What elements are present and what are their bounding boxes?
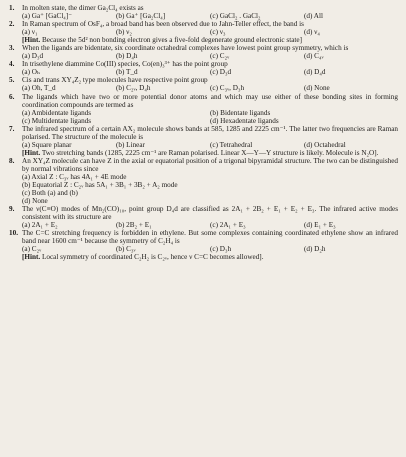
options-row (22, 245, 398, 253)
question-5 (9, 76, 398, 92)
question-7 (9, 125, 398, 157)
option-c: (c) Multidentate ligands (22, 116, 92, 125)
option-b: (b) Linear (116, 140, 145, 149)
question-number: 2. (9, 20, 15, 29)
option-c: (c) 2A₁ + E₃ (210, 221, 246, 230)
option-b: (b) C₂ᵥ, D₄h (116, 84, 151, 93)
option-c: (c) ν₃ (210, 28, 226, 37)
option-d: (d) None (22, 197, 48, 206)
option-d: (d) E₁ + E₃ (304, 221, 336, 230)
question-4 (9, 60, 398, 76)
question-10 (9, 229, 398, 261)
option-d: (d) D₄d (304, 68, 326, 77)
question-stem: The ν(C≡O) modes of Mn₂(CO)₁₀, point group D₄d are classified as 2A₁ + 2B₂ + E₁ + E₂ + E₃. The infrared active modes consistent with its structure are (22, 205, 398, 222)
hint (22, 253, 398, 261)
options-row (22, 12, 398, 20)
hint-text: Local symmetry of coordinated C₂H₂ is C₂ᵥ, hence ν C=C becomes allowed]. (41, 253, 264, 262)
question-number: 8. (9, 156, 15, 165)
option-b: (b) Equatorial Z : C₂ᵥ has 5A₁ + 3B₁ + 3B₂ + A₂ mode (22, 181, 178, 190)
option-a: (a) Ga⁺ [GaCl₄]⁻ (22, 12, 73, 21)
option-a: (a) Ambidentate ligands (22, 108, 92, 117)
hint-label: [Hint. (22, 148, 41, 157)
question-number: 1. (9, 4, 15, 12)
question-stem: Cis and trans XY₄Z₂ type molecules have respective point group (22, 76, 208, 85)
option-a: (a) D₃d (22, 52, 44, 61)
question-stem: The ligands which have two or more potential donor atoms and which may use either of these bonding sites in forming coordination compounds are termed as (22, 92, 398, 109)
question-2 (9, 20, 398, 44)
option-d: (d) Hexadentate ligands (210, 116, 279, 125)
question-3 (9, 44, 398, 60)
question-stem: In trisethylene diammine Co(III) species, Co(en)₃³⁺ has the point group (22, 60, 228, 69)
question-stem: When the ligands are bidentate, six coordinate octahedral complexes have lowest point group symmetry, which is (22, 44, 349, 53)
option-b: (b) ν₂ (116, 28, 132, 37)
option-b: (b) D₄h (116, 52, 138, 61)
question-number: 10. (9, 229, 18, 238)
options-row (22, 84, 398, 92)
option-c: (c) Both (a) and (b) (22, 189, 78, 198)
option-d: (d) C₄ᵥ (304, 52, 324, 61)
options-row (22, 52, 398, 60)
hint-text: Two stretching bands (1285, 2225 cm⁻¹ are Raman polarised. Linear X—Y—Y structure is likely. Molecule is N₂O]. (41, 148, 379, 157)
option-d: (d) All (304, 12, 323, 21)
option-c: (c) C₃ᵥ, D₃h (210, 84, 245, 93)
option-c: (c) D₃h (210, 245, 232, 254)
options-row (22, 28, 398, 36)
options-row (22, 141, 398, 149)
hint-label: [Hint. (22, 253, 41, 262)
options-row (22, 221, 398, 229)
option-a: (a) Square planar (22, 140, 72, 149)
question-number: 3. (9, 44, 15, 53)
option-d: (d) D₂h (304, 245, 326, 254)
option-a: (a) C₂ᵥ (22, 245, 42, 254)
option-a: (a) ν₁ (22, 28, 38, 37)
hint-label: [Hint. (22, 36, 41, 45)
question-number: 9. (9, 205, 15, 214)
question-8 (9, 157, 398, 205)
option-c: (c) Tetrahedral (210, 140, 253, 149)
option-c: (c) C₂ᵥ (210, 52, 230, 61)
question-1 (9, 4, 398, 20)
hint-text: Because the 5d² non bonding electron gives a five-fold degenerate ground electronic state] (41, 36, 302, 45)
hint (22, 36, 398, 44)
option-b: (b) 2B₂ + E₁ (116, 221, 152, 230)
option-a: (a) 2A₁ + E₂ (22, 221, 58, 230)
question-6 (9, 93, 398, 125)
option-c: (c) GaCl₂ . GaCl₂ (210, 12, 261, 21)
options-row (22, 68, 398, 76)
question-stem: The C=C stretching frequency is forbidden in ethylene. But some complexes containing coordinated ethylene show an infrared band near 1600 cm⁻¹ because the symmetry of C₂H₄ is (22, 229, 398, 246)
question-9 (9, 205, 398, 229)
options-row (22, 117, 398, 125)
question-stem: The infrared spectrum of a certain AX₂ molecule shows bands at 585, 1285 and 2225 cm⁻¹. The latter two frequencies are Raman polarised. The structure of the molecule is (22, 124, 398, 141)
option-a: (a) Axial Z : C₃ᵥ has 4A₁ + 4E mode (22, 172, 127, 181)
option-d: (d) Octahedral (304, 140, 346, 149)
question-stem: In molten state, the dimer Ga₂Cl₄ exists as (22, 4, 144, 12)
option-c: (c) D₃d (210, 68, 232, 77)
question-stem: In Raman spectrum of OsF₄, a broad band has been observed due to Jahn-Teller effect, the band is (22, 20, 304, 29)
question-number: 4. (9, 60, 15, 69)
option-d: (d) ν₄ (304, 28, 320, 37)
option-d: (d) None (304, 84, 330, 93)
option-a: (a) Oh, T_d (22, 84, 56, 93)
option-b: (b) C₃ᵥ (116, 245, 136, 254)
option-b: (b) Ga⁺ [Ga₂Cl₄] (116, 12, 166, 21)
question-number: 7. (9, 124, 15, 133)
option-a: (a) Oₕ (22, 68, 41, 77)
option-b: (b) T_d (116, 68, 138, 77)
question-number: 5. (9, 76, 15, 85)
question-number: 6. (9, 92, 15, 101)
options-row (22, 109, 398, 117)
question-stem: An XY₄Z molecule can have Z in the axial or equatorial position of a trigonal bipyramidal structure. The two can be distinguished by normal vibrations since (22, 156, 398, 173)
hint (22, 149, 398, 157)
option-b: (b) Bidentate ligands (210, 108, 271, 117)
